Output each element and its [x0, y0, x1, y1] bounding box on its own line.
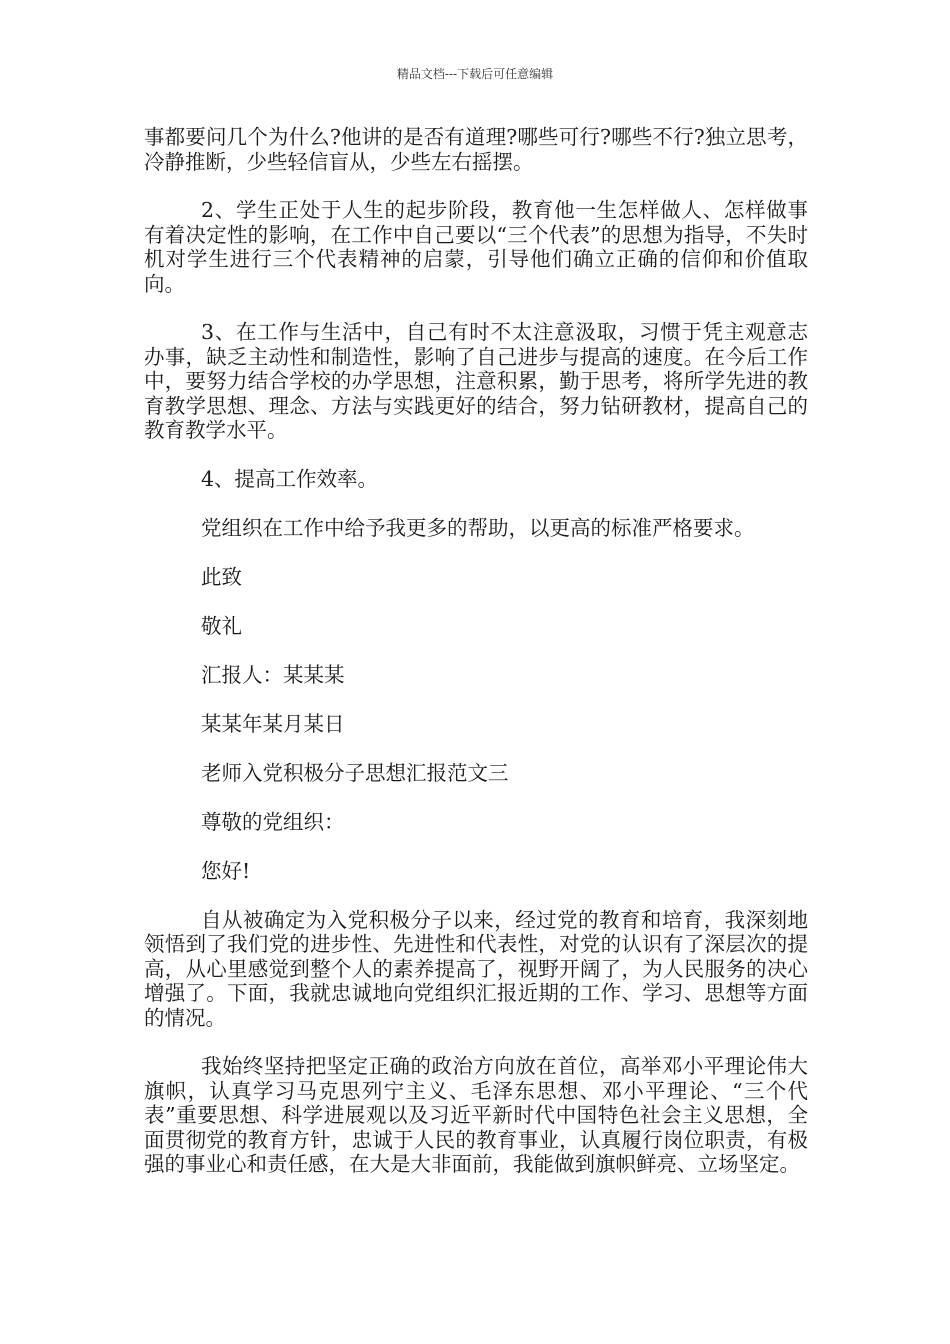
- section-title: 老师入党积极分子思想汇报范文三: [201, 760, 509, 785]
- paragraph-point-2: 2、学生正处于人生的起步阶段，教育他一生怎样做人、怎样做事有着决定性的影响，在工作中自己要以“三个代表”的思想为指导，不失时机对学生进行三个代表精神的启蒙，引导他们确立正确的信仰和价值取向。: [144, 198, 808, 296]
- page-header-note: 精品文档---下载后可任意编辑: [396, 67, 554, 81]
- reporter-line: 汇报人：某某某: [201, 662, 345, 687]
- greeting-line: 您好!: [201, 858, 251, 883]
- closing-cizhi: 此致: [201, 564, 242, 589]
- paragraph-point-4: 4、提高工作效率。: [201, 466, 379, 491]
- paragraph-point-3: 3、在工作与生活中，自己有时不太注意汲取，习惯于凭主观意志办事，缺乏主动性和制造性，影响了自己进步与提高的速度。在今后工作中，要努力结合学校的办学思想，注意积累，勤于思考，将所学先进的教育教学思想、理念、方法与实践更好的结合，努力钻研教材，提高自己的教育教学水平。: [144, 320, 808, 442]
- request-line: 党组织在工作中给予我更多的帮助，以更高的标准严格要求。: [201, 515, 755, 540]
- paragraph-continuation: 事都要问几个为什么?他讲的是否有道理?哪些可行?哪些不行?独立思考，冷静推断，少些轻信盲从，少些左右摇摆。: [144, 125, 808, 174]
- paragraph-intro: 自从被确定为入党积极分子以来，经过党的教育和培育，我深刻地领悟到了我们党的进步性、先进性和代表性，对党的认识有了深层次的提高，从心里感觉到整个人的素养提高了，视野开阔了，为人民服务的决心增强了。下面，我就忠诚地向党组织汇报近期的工作、学习、思想等方面的情况。: [144, 907, 808, 1030]
- document-body: [144, 125, 808, 1201]
- date-line: 某某年某月某日: [201, 711, 345, 736]
- closing-jingli: 敬礼: [201, 613, 242, 638]
- salutation-line: 尊敬的党组织：: [201, 809, 345, 834]
- paragraph-politics: 我始终坚持把坚定正确的政治方向放在首位，高举邓小平理论伟大旗帜，认真学习马克思列宁主义、毛泽东思想、邓小平理论、“三个代表”重要思想、科学进展观以及习近平新时代中国特色社会主义思想，全面贯彻党的教育方针，忠诚于人民的教育事业，认真履行岗位职责，有极强的事业心和责任感，在大是大非面前，我能做到旗帜鲜亮、立场坚定。: [144, 1054, 808, 1176]
